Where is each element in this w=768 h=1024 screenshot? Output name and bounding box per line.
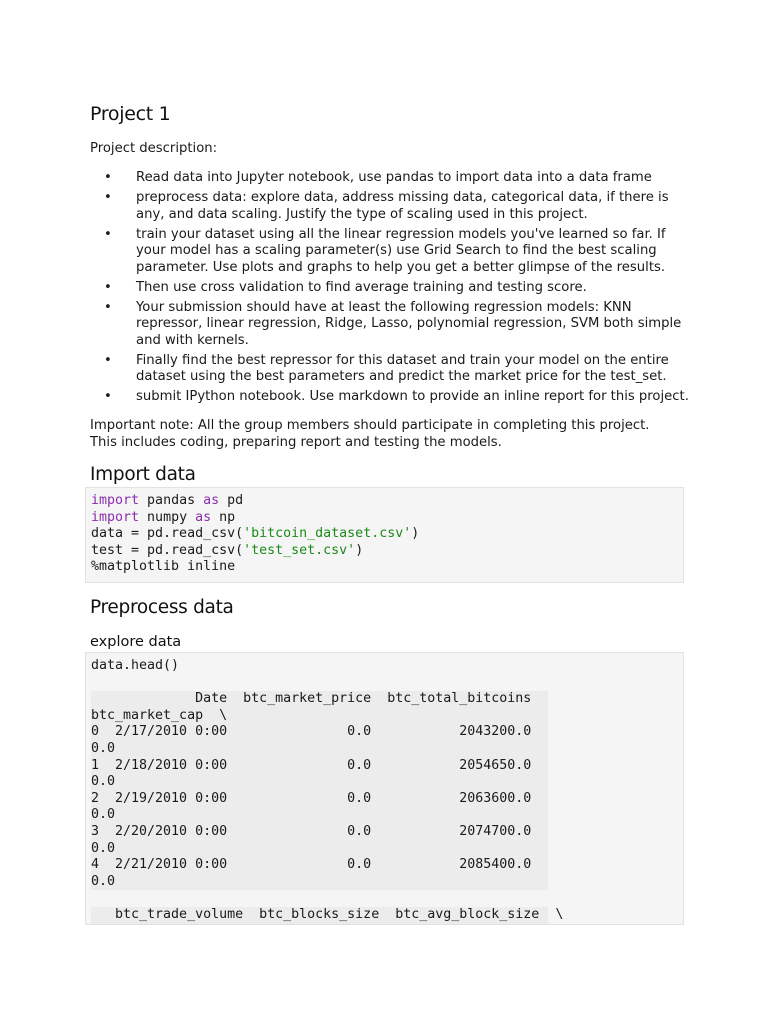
description-label: Project description: xyxy=(90,141,218,156)
import-code-cell[interactable]: import pandas as pd import numpy as np data = pd.read_csv('bitcoin_dataset.csv') test = pd.read_csv('test_set.csv') %matplotlib inline xyxy=(85,487,684,583)
explore-code-cell[interactable] xyxy=(85,652,684,925)
output-line: 0.0 xyxy=(91,874,548,891)
output-line: 0.0 xyxy=(91,807,548,824)
output-line: btc_market_cap \ xyxy=(91,708,548,725)
page-title: Project 1 xyxy=(90,103,171,125)
output-line: 1 2/18/2010 0:00 0.0 2054650.0 xyxy=(91,757,548,773)
list-item: • Your submission should have at least the following regression models: KNN repressor, linear regression, Ridge, Lasso, polynomial regression, SVM both simple and with kernels. xyxy=(104,299,682,348)
explore-data-heading: explore data xyxy=(90,634,182,650)
output-line: 2 2/19/2010 0:00 0.0 2063600.0 xyxy=(91,790,548,806)
output-line: 4 2/21/2010 0:00 0.0 2085400.0 xyxy=(91,857,548,873)
list-item: • preprocess data: explore data, address missing data, categorical data, if there is any, and data scaling. Justify the type of scaling used in this project. xyxy=(104,190,669,222)
import-data-heading: Import data xyxy=(90,464,196,485)
requirements-list xyxy=(90,170,690,409)
output-line: 0 2/17/2010 0:00 0.0 2043200.0 xyxy=(91,724,548,740)
list-item: • Read data into Jupyter notebook, use pandas to import data into a data frame xyxy=(104,170,652,185)
list-item: • submit IPython notebook. Use markdown to provide an inline report for this project. xyxy=(104,389,689,404)
output-line: Date btc_market_price btc_total_bitcoins xyxy=(91,691,548,707)
output-line: 3 2/20/2010 0:00 0.0 2074700.0 xyxy=(91,823,548,839)
output-line: btc_trade_volume btc_blocks_size btc_avg_block_size \ xyxy=(91,906,564,922)
code-command: data.head() xyxy=(91,658,180,673)
important-note: Important note: All the group members should participate in completing this project. This includes coding, preparing report and testing the models. xyxy=(90,418,650,450)
output-line: 0.0 xyxy=(91,741,548,758)
list-item: • Finally find the best repressor for this dataset and train your model on the entire dataset using the best parameters and predict the market price for the test_set. xyxy=(104,352,669,384)
output-line: 0.0 xyxy=(91,841,548,858)
output-line: 0.0 xyxy=(91,774,548,791)
list-item: • train your dataset using all the linear regression models you've learned so far. If your model has a scaling parameter(s) use Grid Search to find the best scaling parameter. Use plots and graphs to help you get a better glimpse of the results. xyxy=(104,226,666,275)
preprocess-data-heading: Preprocess data xyxy=(90,597,234,618)
list-item: • Then use cross validation to find average training and testing score. xyxy=(104,279,587,295)
